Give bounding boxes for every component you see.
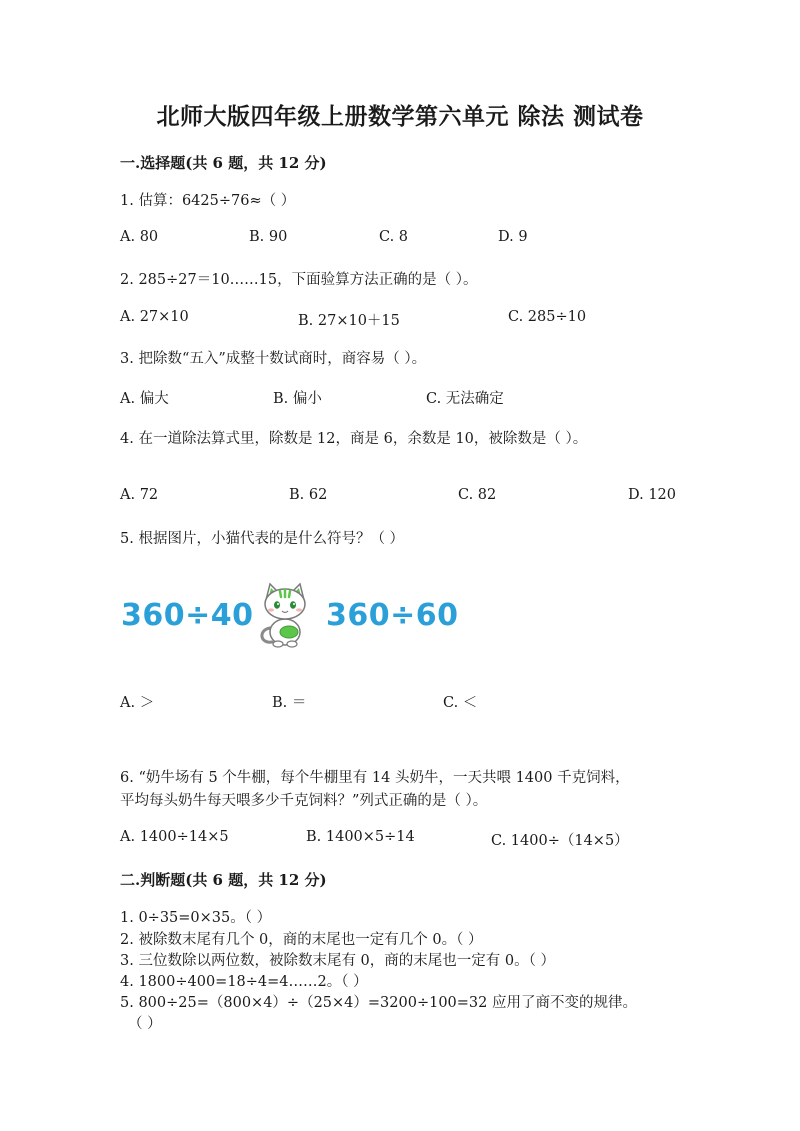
- question-5-option-c[interactable]: C. ＜: [443, 695, 478, 711]
- question-4-option-d[interactable]: D. 120: [628, 487, 677, 503]
- section-heading-judgment: 二.判断题(共 6 题，共 12 分): [120, 871, 327, 889]
- cat-icon: [256, 582, 314, 648]
- question-4-option-a[interactable]: A. 72: [120, 487, 159, 503]
- judgment-item-2: 2. 被除数末尾有几个 0，商的末尾也一定有几个 0。（ ）: [120, 932, 483, 948]
- question-3-option-b[interactable]: B. 偏小: [273, 391, 322, 407]
- question-1-option-a[interactable]: A. 80: [120, 229, 159, 245]
- question-1-option-d[interactable]: D. 9: [498, 229, 528, 245]
- judgment-item-5: 5. 800÷25=（800×4）÷（25×4）=3200÷100=32 应用了商不变的规律。: [120, 995, 637, 1011]
- question-1-stem: 1. 估算：6425÷76≈（ ）: [120, 193, 296, 209]
- question-3-option-c[interactable]: C. 无法确定: [426, 391, 504, 407]
- question-2-option-b[interactable]: B. 27×10＋15: [298, 313, 400, 329]
- question-6-option-b[interactable]: B. 1400×5÷14: [306, 829, 415, 845]
- page-title: 北师大版四年级上册数学第六单元 除法 测试卷: [156, 103, 644, 130]
- question-6-option-c[interactable]: C. 1400÷（14×5）: [491, 833, 629, 849]
- judgment-item-5-answer-blank[interactable]: （ ）: [128, 1016, 162, 1032]
- judgment-item-1: 1. 0÷35=0×35。（ ）: [120, 910, 272, 926]
- judgment-item-4: 4. 1800÷400=18÷4=4……2。（ ）: [120, 974, 368, 990]
- cat-figure: [256, 582, 314, 648]
- question-2-option-a[interactable]: A. 27×10: [120, 309, 189, 325]
- question-3-stem: 3. 把除数“五入”成整十数试商时，商容易（ ）。: [120, 351, 427, 367]
- expression-left: 360÷40: [121, 598, 254, 633]
- question-4-stem: 4. 在一道除法算式里，除数是 12，商是 6，余数是 10，被除数是（ ）。: [120, 431, 588, 447]
- question-5-option-b[interactable]: B. ＝: [272, 695, 307, 711]
- question-6-option-a[interactable]: A. 1400÷14×5: [120, 829, 229, 845]
- section-heading-choice: 一.选择题(共 6 题，共 12 分): [120, 154, 327, 172]
- question-3-option-a[interactable]: A. 偏大: [120, 391, 169, 407]
- question-5-stem: 5. 根据图片，小猫代表的是什么符号？（ ）: [120, 531, 405, 547]
- question-2-option-c[interactable]: C. 285÷10: [508, 309, 587, 325]
- question-5-option-a[interactable]: A. ＞: [120, 695, 155, 711]
- expression-right: 360÷60: [326, 598, 459, 633]
- question-1-option-b[interactable]: B. 90: [249, 229, 288, 245]
- question-1-option-c[interactable]: C. 8: [379, 229, 409, 245]
- question-4-option-c[interactable]: C. 82: [458, 487, 497, 503]
- question-4-option-b[interactable]: B. 62: [289, 487, 328, 503]
- judgment-item-3: 3. 三位数除以两位数，被除数末尾有 0，商的末尾也一定有 0。（ ）: [120, 953, 555, 969]
- question-6-stem-line2: 平均每头奶牛每天喂多少千克饲料？”列式正确的是（ ）。: [120, 793, 488, 809]
- question-2-stem: 2. 285÷27＝10……15，下面验算方法正确的是（ ）。: [120, 272, 478, 288]
- question-6-stem-line1: 6. “奶牛场有 5 个牛棚，每个牛棚里有 14 头奶牛，一天共喂 1400 千克饲料，: [120, 770, 630, 786]
